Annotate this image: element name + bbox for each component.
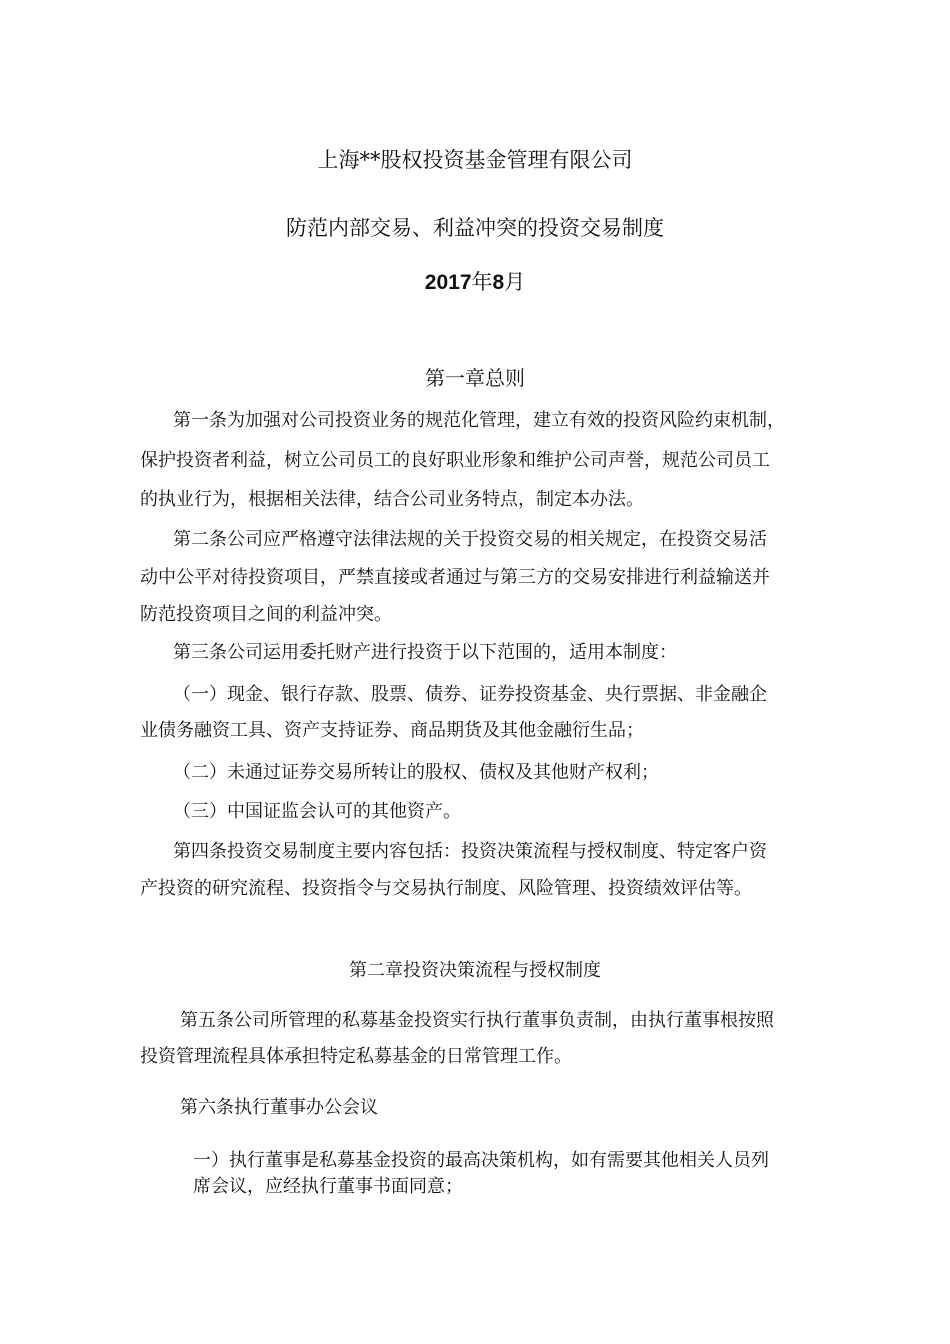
date-month: 8: [492, 271, 505, 294]
chapter-2-heading: 第二章投资决策流程与授权制度: [349, 960, 601, 981]
article-5-line-1: 第五条公司所管理的私募基金投资实行执行董事负责制，由执行董事根按照: [180, 1010, 774, 1031]
article-6-item-1-line-1: 一）执行董事是私募基金投资的最高决策机构，如有需要其他相关人员列: [193, 1150, 769, 1171]
date-year: 2017: [424, 271, 472, 294]
article-3-line-1: 第三条公司运用委托财产进行投资于以下范围的，适用本制度：: [173, 642, 677, 663]
article-1-line-1: 第一条为加强对公司投资业务的规范化管理，建立有效的投资风险约束机制，: [173, 410, 785, 431]
article-3-item-3: （三）中国证监会认可的其他资产。: [173, 801, 461, 822]
article-2-line-3: 防范投资项目之间的利益冲突。: [140, 604, 392, 625]
article-2-line-2: 动中公平对待投资项目，严禁直接或者通过与第三方的交易安排进行利益输送并: [140, 567, 770, 588]
article-4-line-1: 第四条投资交易制度主要内容包括：投资决策流程与授权制度、特定客户资: [173, 841, 767, 862]
date-month-suffix: 月: [504, 270, 526, 294]
document-title: 防范内部交易、利益冲突的投资交易制度: [286, 216, 664, 240]
article-6-item-1-line-2: 席会议，应经执行董事书面同意；: [193, 1176, 463, 1197]
article-3-item-2: （二）未通过证券交易所转让的股权、债权及其他财产权利；: [173, 762, 659, 783]
article-6-heading: 第六条执行董事办公会议: [180, 1097, 378, 1118]
chapter-1-heading: 第一章总则: [425, 366, 525, 390]
document-date: [0, 268, 950, 297]
company-name: 上海**股权投资基金管理有限公司: [317, 148, 633, 172]
article-1-line-3: 的执业行为，根据相关法律，结合公司业务特点，制定本办法。: [140, 489, 644, 510]
date-year-suffix: 年: [471, 270, 493, 294]
article-3-item-1-line-1: （一）现金、银行存款、股票、债券、证券投资基金、央行票据、非金融企: [173, 684, 767, 705]
article-2-line-1: 第二条公司应严格遵守法律法规的关于投资交易的相关规定，在投资交易活: [173, 529, 767, 550]
article-1-line-2: 保护投资者利益，树立公司员工的良好职业形象和维护公司声誉，规范公司员工: [140, 450, 770, 471]
article-5-line-2: 投资管理流程具体承担特定私募基金的日常管理工作。: [140, 1046, 572, 1067]
article-4-line-2: 产投资的研究流程、投资指令与交易执行制度、风险管理、投资绩效评估等。: [140, 878, 752, 899]
article-3-item-1-line-2: 业债务融资工具、资产支持证券、商品期货及其他金融衍生品；: [140, 720, 644, 741]
